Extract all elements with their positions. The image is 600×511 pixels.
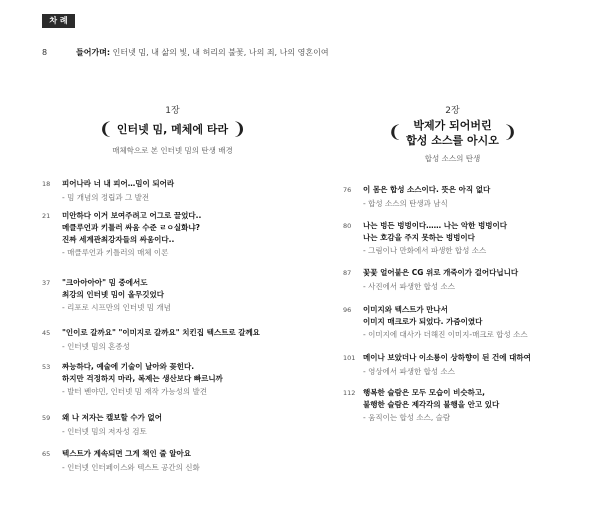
intro-title: 인터넷 밈, 내 삶의 빛, 내 허리의 불꽃, 나의 죄, 나의 영혼이여 [112,48,329,57]
entry-page-number: 96 [343,306,352,314]
chapter1-title-text: 인터넷 밈, 메체에 타라 [116,123,229,136]
entry-title-line: 꽃꽃 얼어붙은 CG 위로 개죽이가 걸어다닙니다 [363,268,519,277]
entry-title-line: 불행한 슬람은 제각각의 불행을 안고 있다 [363,400,500,409]
entry-page-number: 87 [343,269,352,277]
entry-subtitle: - 매클루언과 키틀러의 매체 이론 [62,248,169,257]
entry-title-line: 피어나라 너 내 피어…밈이 되어라 [62,179,175,188]
entry-title-line: 하지만 걱정하지 마라, 복제는 생산보다 빠르니까 [62,374,223,383]
entry-page-number: 101 [343,354,356,362]
laurel-left-icon: ❨ [387,122,403,143]
chapter2-title [340,118,565,148]
entry-page-number: 80 [343,222,352,230]
entry-title-line: "크아아아아" 밈 중에서도 [62,278,148,287]
toc-badge: 차 례 [42,14,75,28]
entry-subtitle: - 이미지에 대사가 더해진 이미지-매크로 합성 소스 [363,330,528,339]
entry-subtitle: - 인터넷 밈의 혼종성 [62,342,130,351]
entry-title-line: 이 몸은 합성 소스이다. 뜻은 아직 없다 [363,185,491,194]
chapter1-title [60,119,285,140]
chapter2-number: 2장 [445,106,460,116]
entry-subtitle: - 영상에서 파생한 합성 소스 [363,367,455,376]
entry-title-line: 왜 나 저자는 캘보할 수가 없어 [62,413,162,422]
chapter1-number: 1장 [165,106,180,116]
intro-entry[interactable] [42,47,329,58]
entry-subtitle: - 그림이나 만화에서 파생한 합성 소스 [363,246,487,255]
laurel-right-icon: ❩ [502,122,518,143]
entry-subtitle: - 합성 소스의 탄생과 남식 [363,199,448,208]
laurel-right-icon: ❩ [232,119,247,140]
entry-page-number: 45 [42,329,51,337]
entry-subtitle: - 밈 개념의 정립과 그 발전 [62,193,150,202]
entry-title-line: 텍스트가 계속되면 그게 책인 줄 알아요 [62,449,191,458]
entry-title-line: "인이로 갈까요" "이미지로 갈까요" 치킨집 텍스트로 갈께요 [62,328,260,337]
entry-title-line: 진짜 세계관최강자들의 싸움이다.. [62,235,175,244]
entry-page-number: 53 [42,363,51,371]
entry-subtitle: - 사진에서 파생한 합성 소스 [363,282,455,291]
entry-title-line: 최강의 인터넷 밈이 올무깃었다 [62,290,165,299]
entry-page-number: 59 [42,414,51,422]
chapter2-subtitle: 합성 소스의 탄생 [424,154,481,163]
entry-subtitle: - 리포로 시프만의 인터넷 밈 개념 [62,303,171,312]
entry-page-number: 21 [42,212,51,220]
entry-title-line: 행복한 슬람은 모두 모습이 비슷하고, [363,388,485,397]
entry-page-number: 37 [42,279,51,287]
intro-page-number: 8 [42,48,48,57]
entry-page-number: 18 [42,180,51,188]
entry-title-line: 나는 벙든 벙벙이다…… 나는 악한 벙벙이다 [363,221,507,230]
chapter1-subtitle: 매체학으로 본 인터넷 밈의 탄생 배경 [112,146,233,155]
entry-title-line: 메이나 보았더나 이소룡이 상하향이 된 건에 대하여 [363,353,531,362]
entry-title-line: 메클루언과 키틀러 싸움 수준 ㄹㅇ실화냐? [62,223,200,232]
entry-title-line: 이미지 매크로가 되었다. 가즘이였다 [363,317,483,326]
chapter2-title-line: 박제가 되어버린 [413,119,492,132]
entry-subtitle: - 인터넷 밈의 저자성 검토 [62,427,147,436]
intro-label: 들어가며: [76,48,111,57]
chapter2-title-line: 합성 소스를 아시오 [406,134,499,147]
entry-title-line: 미안하다 이거 보여주려고 어그로 끌었다.. [62,211,202,220]
entry-subtitle: - 움직이는 합성 소스, 슬람 [363,413,451,422]
entry-page-number: 65 [42,450,51,458]
entry-page-number: 76 [343,186,352,194]
entry-page-number: 112 [343,389,356,397]
laurel-left-icon: ❨ [98,119,113,140]
entry-subtitle: - 인터넷 인터페이스와 텍스트 공간의 신화 [62,463,200,472]
entry-subtitle: - 발터 벤야민, 인터넷 밈 재작 가능성의 발견 [62,387,207,396]
entry-title-line: 이미지와 텍스트가 만나서 [363,305,448,314]
entry-title-line: 나는 호감을 주지 못하는 벙벙이다 [363,233,475,242]
entry-title-line: 짜능하다, 예술에 기술이 날아와 꽂힌다. [62,362,195,371]
